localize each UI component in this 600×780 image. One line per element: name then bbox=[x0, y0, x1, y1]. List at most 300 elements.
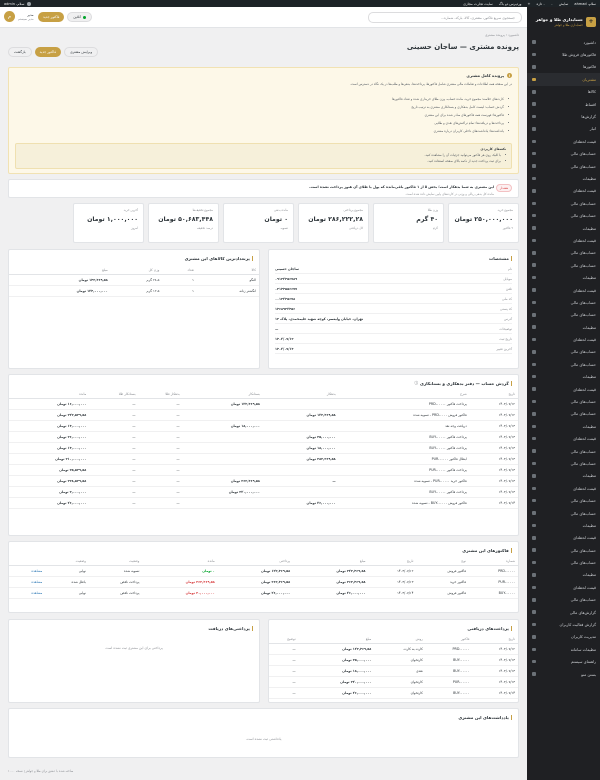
sidebar-item-label: گزارش‌ها bbox=[581, 114, 596, 120]
sidebar-brand[interactable] bbox=[527, 7, 600, 36]
table-cell: — bbox=[269, 643, 299, 654]
menu-item-icon bbox=[532, 338, 536, 342]
ledger-card bbox=[8, 374, 519, 536]
stat-sub: تسویه bbox=[280, 226, 288, 230]
notice-intro: در این صفحه همه اطلاعات و تعاملات مالی مشتری شامل فاکتورها، پرداخت‌ها، بدهی‌ها و طلب‌ها در یک نگاه در دسترس است. bbox=[350, 82, 512, 86]
sidebar-item[interactable] bbox=[527, 433, 600, 445]
sidebar-item[interactable] bbox=[527, 532, 600, 544]
user-role: مدیر سیستم bbox=[18, 16, 34, 21]
column-header: بستانکار bbox=[183, 390, 263, 398]
topbar-item[interactable]: ۰ تازه bbox=[536, 1, 546, 6]
app-header bbox=[0, 7, 527, 28]
table-cell: ۱ bbox=[162, 274, 197, 285]
table-row bbox=[9, 576, 518, 587]
table-cell: ۱۴۰۳/۰۷/۱۲ bbox=[472, 643, 518, 654]
table-row bbox=[9, 409, 518, 420]
menu-item-icon bbox=[532, 425, 536, 429]
tip-item: • برای ثبت پرداخت جدید از دکمه بالای صفحه استفاده کنید. bbox=[21, 158, 506, 164]
menu-item-icon bbox=[532, 400, 536, 404]
table-cell: PRD-۰۰۰۰۰ bbox=[426, 643, 473, 654]
table-cell: ۳۶,۰۰۰,۰۰۰ تومان bbox=[9, 497, 89, 508]
table-cell: — bbox=[89, 486, 138, 497]
menu-item-icon bbox=[532, 189, 536, 193]
sidebar-item[interactable] bbox=[527, 507, 600, 519]
sidebar-item[interactable] bbox=[527, 519, 600, 531]
table-cell: پرداخت ناقص bbox=[89, 587, 143, 598]
column-header: مبلغ bbox=[299, 635, 375, 643]
stat-sub: گرم bbox=[433, 226, 438, 230]
sidebar-item-label: انبار bbox=[589, 126, 596, 132]
topbar-item[interactable]: + bbox=[527, 1, 531, 6]
menu-item-icon bbox=[532, 561, 536, 565]
table-row bbox=[9, 431, 518, 442]
view-link[interactable]: مشاهده bbox=[9, 587, 45, 598]
profile-card bbox=[268, 249, 519, 369]
table-cell bbox=[263, 420, 339, 431]
table-cell: ۲۵,۰۰۰,۰۰۰ تومان bbox=[263, 431, 339, 442]
sidebar-item[interactable] bbox=[527, 581, 600, 593]
sidebar-item-label: تنظیمات bbox=[582, 522, 596, 528]
sidebar-item[interactable] bbox=[527, 309, 600, 321]
menu-item-icon bbox=[532, 127, 536, 131]
table-cell: — bbox=[139, 475, 183, 486]
table-cell: فاکتور فروش BUY-۰۰۰۰۰ - تسویه شده bbox=[339, 497, 470, 508]
sidebar-item[interactable] bbox=[527, 556, 600, 568]
table-cell: پرداخت فاکتور BUY-۰۰۰۰۰ bbox=[339, 442, 470, 453]
profile-value: ۰۲۱۴۴۵۵۶۶۷۷ bbox=[275, 286, 298, 291]
sidebar-item-label: قیمت لحظه‌ای bbox=[573, 237, 596, 243]
menu-item-icon bbox=[532, 635, 536, 639]
sidebar-item-label: کالاها bbox=[587, 89, 596, 95]
sidebar-item[interactable] bbox=[527, 371, 600, 383]
stat-value: ۵۰,۶۸۳,۴۴۸ تومان bbox=[158, 216, 213, 223]
table-cell: فاکتور خرید PUR-۰۰۰۰۰ - تسویه شده bbox=[339, 475, 470, 486]
header-new-invoice-button[interactable] bbox=[38, 12, 64, 22]
column-header: بدهکار طلا bbox=[139, 390, 183, 398]
table-cell: ۱۸,۰۰۰,۰۰۰ تومان bbox=[183, 420, 263, 431]
new-invoice-label: فاکتور جدید bbox=[43, 15, 60, 19]
sidebar-item[interactable] bbox=[527, 569, 600, 581]
receipts-card bbox=[8, 619, 260, 703]
sidebar-item[interactable] bbox=[527, 445, 600, 457]
stat-sub: امروز bbox=[131, 226, 138, 230]
table-cell: ۱۴۰۳/۰۷/۱۴ bbox=[470, 497, 518, 508]
menu-item-icon bbox=[532, 239, 536, 243]
notes-empty-text: یادداشتی ثبت نشده است. bbox=[245, 737, 282, 741]
sidebar-item[interactable] bbox=[527, 482, 600, 494]
sidebar-item[interactable] bbox=[527, 36, 600, 48]
sidebar-item[interactable] bbox=[527, 494, 600, 506]
table-cell: ۱ bbox=[162, 285, 197, 296]
invoices-title: فاکتورهای این مشتری bbox=[462, 548, 512, 553]
sidebar-item[interactable] bbox=[527, 346, 600, 358]
table-cell: ابطال فاکتور PUR-۰۰۰۰۰ bbox=[339, 453, 470, 464]
profile-key: موبایل bbox=[503, 276, 512, 281]
table-cell: ۲۳۲,۴۶۹,۵۸ تومان bbox=[293, 565, 368, 576]
sidebar-item[interactable] bbox=[527, 333, 600, 345]
sidebar-item-label: حساب‌های مالی bbox=[570, 213, 596, 219]
breadcrumb[interactable]: داشبورد › پرونده مشتری bbox=[484, 33, 519, 37]
table-cell: ۲۸۲,۲۶۹,۵۸ تومان bbox=[263, 453, 339, 464]
table-cell: BUY-۰۰۰۰۰ bbox=[426, 665, 473, 676]
menu-item-icon bbox=[532, 573, 536, 577]
top-products-title: پرتعدادترین کالاهای این مشتری bbox=[185, 256, 253, 261]
notice-list bbox=[15, 95, 509, 135]
sidebar-item-label: تنظیمات سامانه bbox=[570, 646, 596, 652]
table-cell: ۱۴۰۳/۰۷/۱۳ bbox=[470, 442, 518, 453]
sidebar-item[interactable] bbox=[527, 222, 600, 234]
sidebar-item[interactable] bbox=[527, 643, 600, 655]
tips-box bbox=[15, 143, 512, 169]
column-header: فاکتور bbox=[426, 635, 473, 643]
table-cell: — bbox=[139, 431, 183, 442]
alert-badge: هشدار bbox=[496, 184, 512, 192]
user-name: مدیر bbox=[27, 12, 34, 17]
sidebar-item-label: حساب‌های مالی bbox=[570, 399, 596, 405]
sidebar-item[interactable] bbox=[527, 185, 600, 197]
info-icon: ! bbox=[508, 73, 511, 78]
table-cell: تسویه شده bbox=[89, 565, 143, 576]
topbar-item[interactable]: سایت تجارت مجازی bbox=[463, 1, 493, 6]
menu-item-icon bbox=[532, 524, 536, 528]
debt-alert bbox=[8, 179, 519, 198]
sidebar-item[interactable] bbox=[527, 408, 600, 420]
user-avatar-icon bbox=[27, 2, 31, 6]
sidebar-item[interactable] bbox=[527, 209, 600, 221]
new-invoice-button[interactable] bbox=[35, 47, 61, 57]
menu-item-icon bbox=[532, 511, 536, 515]
topbar-item[interactable]: نمایش bbox=[558, 1, 569, 6]
topbar-item[interactable]: وردپرس دو باگ bbox=[498, 1, 522, 6]
sidebar-item[interactable] bbox=[527, 321, 600, 333]
back-label: بازگشت bbox=[14, 50, 26, 54]
stat-label: وزن طلا bbox=[427, 208, 438, 212]
summary-card bbox=[448, 203, 519, 243]
table-row bbox=[9, 420, 518, 431]
sidebar-item[interactable] bbox=[527, 594, 600, 606]
sidebar-item-label: قیمت لحظه‌ای bbox=[573, 386, 596, 392]
table-cell: — bbox=[139, 464, 183, 475]
menu-item-icon bbox=[532, 251, 536, 255]
sidebar-item-label: حساب‌های مالی bbox=[570, 163, 596, 169]
help-icon[interactable]: ⓘ bbox=[414, 381, 418, 385]
column-header: مانده bbox=[9, 390, 89, 398]
profile-value: ۱۴۶۸۹۲۳۴۵۶ bbox=[275, 306, 296, 311]
table-cell: — bbox=[89, 497, 138, 508]
table-cell: — bbox=[139, 442, 183, 453]
column-header: بستانکار طلا bbox=[89, 390, 138, 398]
stat-label: مجموع پرداختی bbox=[343, 208, 363, 212]
menu-item-icon bbox=[532, 202, 536, 206]
profile-value: ۰۰۱۲۳۴۵۶۷۸ bbox=[275, 296, 296, 301]
online-label: آنلاین bbox=[73, 15, 81, 19]
table-cell: انگشتر زنانه bbox=[197, 285, 259, 296]
table-cell: ۲۵,۰۰۰,۰۰۰ تومان bbox=[299, 654, 375, 665]
table-cell: ۰ تومان bbox=[142, 565, 217, 576]
sidebar-item-label: فاکتورها bbox=[583, 64, 596, 70]
sidebar-item[interactable] bbox=[527, 606, 600, 618]
profile-value: ۱۴۰۳/۰۷/۱۲ bbox=[275, 336, 294, 341]
sidebar-item[interactable] bbox=[527, 135, 600, 147]
menu-item-icon bbox=[532, 548, 536, 552]
sidebar-item[interactable] bbox=[527, 73, 600, 85]
menu-item-icon bbox=[532, 288, 536, 292]
sidebar-item-label: حساب‌های مالی bbox=[570, 299, 596, 305]
sidebar-item-label: قیمت لحظه‌ای bbox=[573, 584, 596, 590]
profile-value: تهران، خیابان ولیعصر، کوچه شهید علیمحمدی، پلاک ۱۲ bbox=[275, 316, 364, 321]
sidebar-item-label: راهنمای سیستم bbox=[571, 659, 596, 665]
column-header: وضعیت bbox=[45, 557, 89, 565]
sidebar-item-label: مشتریان bbox=[582, 76, 596, 82]
sidebar-item[interactable] bbox=[527, 61, 600, 73]
sidebar-item[interactable] bbox=[527, 284, 600, 296]
profile-value: — bbox=[275, 326, 279, 331]
table-cell: ۱۳۴,۰۰۰,۰۰۰ تومان bbox=[9, 285, 111, 296]
column-header: مانده bbox=[142, 557, 217, 565]
menu-item-icon bbox=[532, 487, 536, 491]
view-link[interactable]: مشاهده bbox=[9, 576, 45, 587]
sidebar-item[interactable] bbox=[527, 148, 600, 160]
edit-customer-button[interactable] bbox=[64, 47, 98, 57]
table-cell: ۲۶۲,۴۶۹,۵۸ تومان bbox=[293, 576, 368, 587]
table-cell: BUY-۰۰۰۰۰ bbox=[426, 654, 473, 665]
menu-item-icon bbox=[532, 387, 536, 391]
header-user-menu[interactable] bbox=[4, 11, 34, 22]
sidebar-item[interactable] bbox=[527, 48, 600, 60]
table-cell: ۱۴۰۳/۰۷/۱۳ bbox=[472, 654, 518, 665]
sidebar-item-label: حساب‌های مالی bbox=[570, 498, 596, 504]
invoices-table bbox=[9, 557, 518, 599]
table-cell: فاکتور فروش PRD-۰۰۰۰ - تسویه شده bbox=[339, 409, 470, 420]
column-header: نوع bbox=[416, 557, 469, 565]
menu-item-icon bbox=[532, 350, 536, 354]
stat-sub: درصد تخفیف bbox=[196, 226, 213, 230]
topbar-user-greeting[interactable]: سلام، admin bbox=[4, 1, 25, 6]
table-cell: ۱۴۰۳/۰۷/۱۳ bbox=[470, 464, 518, 475]
table-cell: نهایی bbox=[45, 587, 89, 598]
table-cell: PRD-۰۰۰۰۰ bbox=[469, 565, 518, 576]
profile-value: ۱۴۰۳/۰۷/۱۴ bbox=[275, 346, 294, 351]
table-row bbox=[9, 475, 518, 486]
column-header: وضعیت bbox=[89, 557, 143, 565]
sidebar-item[interactable] bbox=[527, 172, 600, 184]
brand-subtitle: حسابداری طلا و جواهر bbox=[554, 22, 583, 27]
summary-card bbox=[223, 203, 294, 243]
table-cell: — bbox=[139, 497, 183, 508]
top-products-table bbox=[9, 266, 259, 297]
sidebar-item-label: قیمت لحظه‌ای bbox=[573, 188, 596, 194]
page-actions bbox=[8, 47, 98, 57]
column-header bbox=[9, 557, 45, 565]
column-header: شماره bbox=[469, 557, 518, 565]
sidebar-item[interactable] bbox=[527, 395, 600, 407]
profile-row bbox=[275, 334, 512, 344]
sidebar-item-label: حساب‌های مالی bbox=[570, 510, 596, 516]
table-cell: — bbox=[89, 409, 138, 420]
table-cell: ۱۴۰۳/۰۷/۱۲ bbox=[368, 565, 416, 576]
profile-row bbox=[275, 274, 512, 284]
topbar-item[interactable]: سلام، ahmad bbox=[574, 1, 596, 6]
payments-card bbox=[268, 619, 519, 703]
sidebar-item[interactable] bbox=[527, 98, 600, 110]
sidebar-item[interactable] bbox=[527, 383, 600, 395]
table-cell: ۱۸,۰۰۰,۰۰۰ تومان bbox=[299, 665, 375, 676]
table-cell: PUR-۰۰۰۰۰ bbox=[469, 576, 518, 587]
profile-row bbox=[275, 284, 512, 294]
sidebar-item[interactable] bbox=[527, 110, 600, 122]
table-cell: — bbox=[139, 486, 183, 497]
table-cell: — bbox=[89, 453, 138, 464]
profile-key: آدرس bbox=[503, 316, 512, 321]
table-cell bbox=[183, 442, 263, 453]
table-cell: — bbox=[269, 676, 299, 687]
table-cell: کارت به کارت bbox=[374, 643, 426, 654]
notice-line: • کارت‌های خلاصه: مجموع خرید، مانده حساب، وزن طلای خریداری شده و تعداد فاکتورها bbox=[15, 95, 509, 103]
menu-item-icon bbox=[532, 226, 536, 230]
sidebar-item[interactable] bbox=[527, 618, 600, 630]
summary-card bbox=[73, 203, 144, 243]
sidebar-item-label: قیمت لحظه‌ای bbox=[573, 138, 596, 144]
table-cell bbox=[183, 464, 263, 475]
table-cell: پرداخت فاکتور BUY-۰۰۰۰۰ bbox=[339, 486, 470, 497]
table-cell bbox=[263, 486, 339, 497]
sidebar-item[interactable] bbox=[527, 470, 600, 482]
menu-item-icon bbox=[532, 152, 536, 156]
menu-item-icon bbox=[532, 623, 536, 627]
stat-label: مانده بدهی bbox=[274, 208, 288, 212]
sidebar-item[interactable] bbox=[527, 86, 600, 98]
table-cell: ۳۶,۰۰۰,۰۰۰ تومان bbox=[299, 687, 375, 698]
sidebar-item[interactable] bbox=[527, 656, 600, 668]
table-cell: ۱۴۰۳/۰۷/۱۳ bbox=[470, 431, 518, 442]
footer-text: ساخته شده با عشق برای طلا و جواهر | نسخه ۱.۰.۰ bbox=[8, 769, 74, 773]
profile-key: تاریخ ثبت bbox=[499, 336, 512, 341]
top-products-card bbox=[8, 249, 260, 369]
table-cell: — bbox=[269, 687, 299, 698]
menu-item-icon bbox=[532, 375, 536, 379]
menu-item-icon bbox=[532, 164, 536, 168]
back-button[interactable] bbox=[8, 47, 32, 57]
menu-item-icon bbox=[532, 78, 536, 82]
invoices-card bbox=[8, 541, 519, 613]
sidebar-item-label: قیمت لحظه‌ای bbox=[573, 436, 596, 442]
stat-value: ۰ تومان bbox=[264, 216, 288, 223]
table-cell: ۲۲۸,۵۲۹,۵۸ تومان bbox=[9, 475, 89, 486]
table-cell: نهایی bbox=[45, 565, 89, 576]
online-dot-icon bbox=[83, 16, 86, 19]
table-cell: ۱۳۲,۴۶۹,۵۸ تومان bbox=[263, 409, 339, 420]
menu-item-icon bbox=[532, 586, 536, 590]
summary-card bbox=[298, 203, 369, 243]
table-cell: ۲۳۲,۵۲۹,۵۸ تومان bbox=[9, 409, 89, 420]
sidebar-item-label: تنظیمات bbox=[582, 324, 596, 330]
column-header: بدهکار bbox=[263, 390, 339, 398]
table-cell: ۱۴۰۳/۰۷/۱۳ bbox=[472, 665, 518, 676]
notice-line: • گردش حساب: لیست کامل بدهکاری و بستانکاری مشتری به ترتیب تاریخ bbox=[15, 103, 509, 111]
sidebar-item[interactable] bbox=[527, 197, 600, 209]
page-title: پرونده مشتری — ساجان حسینی bbox=[406, 43, 519, 51]
sidebar-item[interactable] bbox=[527, 668, 600, 680]
table-cell: ۳۶,۰۰۰,۰۰۰ تومان bbox=[218, 587, 293, 598]
table-row bbox=[269, 676, 518, 687]
table-cell: دریافت وجه نقد bbox=[339, 420, 470, 431]
table-row bbox=[9, 497, 518, 508]
profile-value: ساجان حسینی bbox=[275, 266, 299, 271]
table-cell: — bbox=[139, 398, 183, 409]
table-cell: کارتخوان bbox=[374, 676, 426, 687]
table-cell: ۱۶,۰۰۰,۰۰۰ تومان bbox=[9, 398, 89, 409]
sidebar-item[interactable] bbox=[527, 160, 600, 172]
table-cell: پرداخت فاکتور BUY-۰۰۰۰۰ bbox=[339, 431, 470, 442]
table-cell: — bbox=[269, 665, 299, 676]
notes-title: یادداشت‌های این مشتری bbox=[458, 715, 512, 720]
sidebar-item[interactable] bbox=[527, 123, 600, 135]
sidebar-item[interactable] bbox=[527, 457, 600, 469]
table-row bbox=[9, 453, 518, 464]
table-cell: ۱۴۰۳/۰۷/۱۳ bbox=[470, 453, 518, 464]
profile-row bbox=[275, 344, 512, 354]
sidebar-item-label: قیمت لحظه‌ای bbox=[573, 337, 596, 343]
sidebar-item[interactable] bbox=[527, 259, 600, 271]
notice-line: • فاکتورها: فهرست همه فاکتورهای صادر شده برای این مشتری bbox=[15, 111, 509, 119]
receipts-title: پرداختی‌های دریافت bbox=[208, 626, 253, 631]
topbar-item[interactable]: ۰ bbox=[551, 1, 553, 6]
profile-row bbox=[275, 324, 512, 334]
table-cell: ۳۶,۰۰۰,۰۰۰ تومان bbox=[263, 497, 339, 508]
sidebar-item[interactable] bbox=[527, 358, 600, 370]
sidebar-item-label: گزارش‌های مالی bbox=[569, 609, 596, 615]
main-content bbox=[0, 7, 527, 780]
column-header: پرداختی bbox=[218, 557, 293, 565]
sidebar-item[interactable] bbox=[527, 631, 600, 643]
menu-item-icon bbox=[532, 536, 536, 540]
sidebar-item[interactable] bbox=[527, 296, 600, 308]
table-row bbox=[269, 654, 518, 665]
table-cell: کارتخوان bbox=[374, 654, 426, 665]
sidebar-item-label: حساب‌های مالی bbox=[570, 460, 596, 466]
global-search-input[interactable]: جستجوی سریع فاکتور، مشتری، کالا، بارکد، شماره... bbox=[368, 12, 522, 23]
menu-item-icon bbox=[532, 301, 536, 305]
menu-item-icon bbox=[532, 412, 536, 416]
menu-item-icon bbox=[532, 177, 536, 181]
sidebar-item-label: اقساط bbox=[585, 101, 596, 107]
summary-card bbox=[373, 203, 444, 243]
sidebar-item[interactable] bbox=[527, 247, 600, 259]
profile-key: کد ملی bbox=[502, 296, 512, 301]
profile-card-title: مشخصات bbox=[489, 256, 512, 261]
payments-table bbox=[269, 635, 518, 699]
profile-row bbox=[275, 314, 512, 324]
table-cell: ۱۴۰۳/۰۷/۱۳ bbox=[470, 420, 518, 431]
profile-value: ۰۹۱۲۳۴۵۶۷۸۹ bbox=[275, 276, 298, 281]
topbar-user[interactable] bbox=[4, 2, 31, 6]
sidebar-item[interactable] bbox=[527, 544, 600, 556]
sidebar-item-label: فاکتورهای فروش طلا bbox=[562, 52, 596, 58]
notice-line: • پرداخت‌ها و دریافت‌ها: تمام تراکنش‌های نقدی و طلایی bbox=[15, 119, 509, 127]
sidebar-item[interactable] bbox=[527, 271, 600, 283]
table-cell: ۲۶,۰۰۰,۰۰۰ تومان bbox=[9, 431, 89, 442]
view-link[interactable]: مشاهده bbox=[9, 565, 45, 576]
profile-row bbox=[275, 304, 512, 314]
column-header: کالا bbox=[197, 266, 259, 274]
menu-item-icon bbox=[532, 140, 536, 144]
menu-item-icon bbox=[532, 672, 536, 676]
menu-item-icon bbox=[532, 40, 536, 44]
sidebar-item[interactable] bbox=[527, 420, 600, 432]
sidebar-item-label: حساب‌های مالی bbox=[570, 547, 596, 553]
sidebar-item[interactable] bbox=[527, 234, 600, 246]
menu-item-icon bbox=[532, 276, 536, 280]
